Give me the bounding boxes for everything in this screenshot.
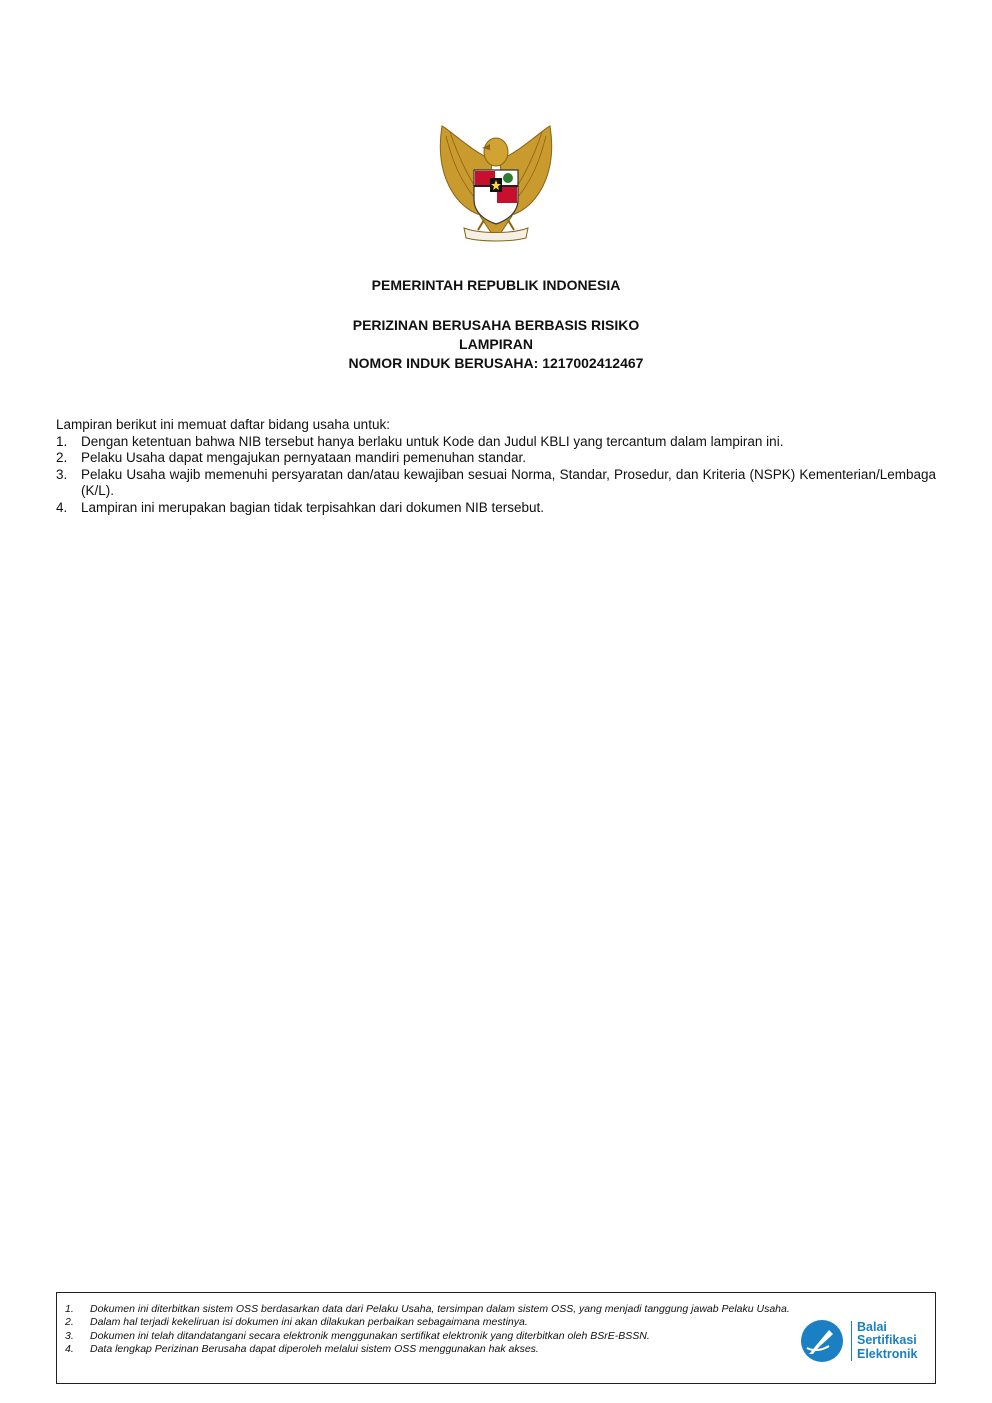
bsre-logo bbox=[799, 1315, 923, 1367]
garuda-pancasila-emblem-icon bbox=[430, 120, 562, 252]
footer-notes-box bbox=[56, 1292, 936, 1384]
footer-notes-list bbox=[65, 1303, 795, 1356]
list-item: 1. Dengan ketentuan bahwa NIB tersebut hanya berlaku untuk Kode dan Judul KBLI yang tercantum dalam lampiran ini. bbox=[56, 433, 784, 449]
intro-list bbox=[56, 434, 936, 517]
document-title: PERIZINAN BERUSAHA BERBASIS RISIKO bbox=[352, 317, 640, 333]
list-item: 3. Pelaku Usaha wajib memenuhi persyaratan dan/atau kewajiban sesuai Norma, Standar, Prosedur, dan Kriteria (NSPK) Kementerian/Lembaga (K/L). bbox=[56, 466, 936, 498]
attachment-intro bbox=[56, 417, 936, 516]
list-item: 4. Lampiran ini merupakan bagian tidak terpisahkan dari dokumen NIB tersebut. bbox=[56, 499, 545, 515]
government-heading: PEMERINTAH REPUBLIK INDONESIA bbox=[371, 277, 621, 293]
bsre-logo-text: Balai Sertifikasi Elektronik bbox=[851, 1321, 917, 1362]
list-item: 2. Dalam hal terjadi kekeliruan isi dokumen ini akan dilakukan perbaikan sebagaimana mestinya. bbox=[65, 1316, 528, 1329]
document-subtitle: LAMPIRAN bbox=[459, 336, 533, 352]
bsre-pen-icon bbox=[799, 1318, 845, 1364]
list-item: 3. Dokumen ini telah ditandatangani secara elektronik menggunakan sertifikat elektronik yang diterbitkan oleh BSrE-BSSN. bbox=[65, 1329, 650, 1342]
list-item: 4. Data lengkap Perizinan Berusaha dapat diperoleh melalui sistem OSS menggunakan hak akses. bbox=[65, 1342, 539, 1355]
list-item: 2. Pelaku Usaha dapat mengajukan pernyataan mandiri pemenuhan standar. bbox=[56, 450, 527, 465]
list-item: 1. Dokumen ini diterbitkan sistem OSS berdasarkan data dari Pelaku Usaha, tersimpan dalam sistem OSS, yang menjadi tanggung jawab Pelaku Usaha. bbox=[65, 1303, 790, 1315]
document-title-block bbox=[0, 316, 992, 373]
nib-number: NOMOR INDUK BERUSAHA: 1217002412467 bbox=[348, 355, 644, 371]
intro-lead: Lampiran berikut ini memuat daftar bidang usaha untuk: bbox=[56, 417, 390, 432]
